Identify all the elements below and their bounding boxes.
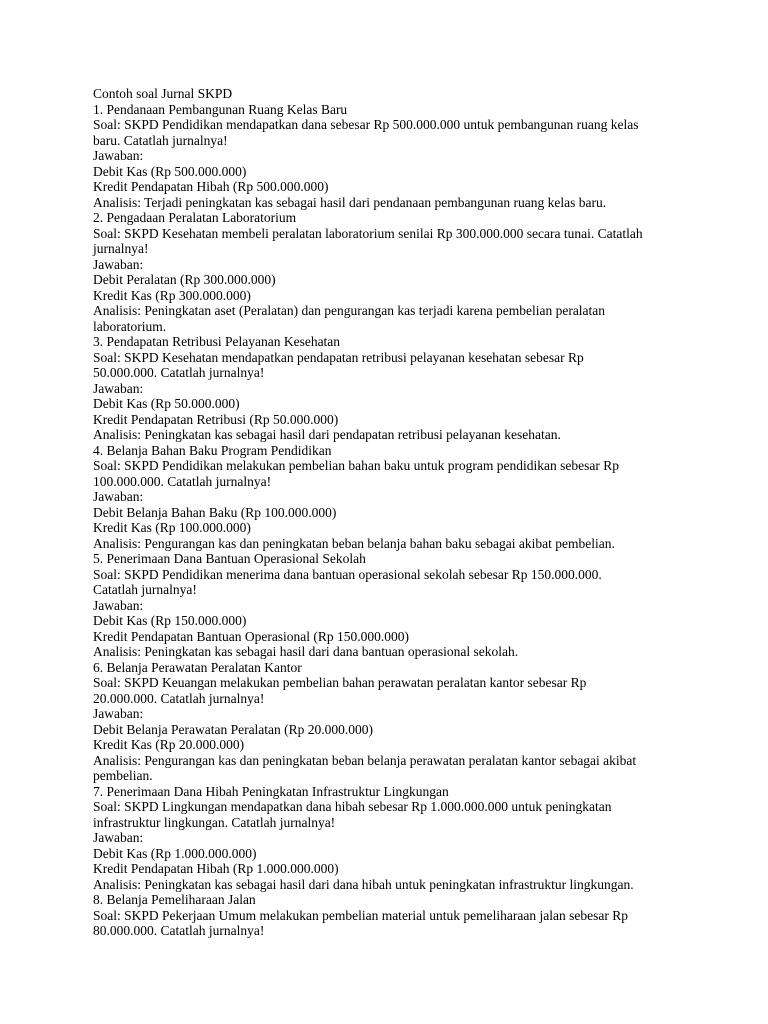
text-line: Soal: SKPD Pendidikan menerima dana bantuan operasional sekolah sebesar Rp 150.000.000. [93, 566, 602, 582]
text-line: Kredit Pendapatan Retribusi (Rp 50.000.000) [93, 411, 339, 427]
text-line: Soal: SKPD Kesehatan mendapatkan pendapatan retribusi pelayanan kesehatan sebesar Rp [93, 349, 584, 365]
text-line: Jawaban: [93, 597, 144, 613]
text-line: Analisis: Pengurangan kas dan peningkatan beban belanja perawatan peralatan kantor sebagai akibat [93, 752, 637, 768]
text-line: 50.000.000. Catatlah jurnalnya! [93, 365, 265, 380]
text-line: laboratorium. [93, 318, 167, 334]
text-line: Soal: SKPD Kesehatan membeli peralatan laboratorium senilai Rp 300.000.000 secara tunai. Catatlah [93, 225, 643, 241]
text-line: Analisis: Peningkatan kas sebagai hasil dari dana hibah untuk peningkatan infrastruktur lingkungan. [93, 876, 634, 892]
text-line: 100.000.000. Catatlah jurnalnya! [93, 473, 272, 489]
text-line: 4. Belanja Bahan Baku Program Pendidikan [93, 442, 332, 458]
text-line: Soal: SKPD Keuangan melakukan pembelian bahan perawatan peralatan kantor sebesar Rp [93, 675, 587, 690]
text-line: Kredit Kas (Rp 20.000.000) [93, 737, 245, 752]
text-line: Analisis: Peningkatan kas sebagai hasil dari dana bantuan operasional sekolah. [93, 644, 519, 659]
text-line: Kredit Pendapatan Hibah (Rp 500.000.000) [93, 179, 329, 194]
text-line: Kredit Kas (Rp 300.000.000) [93, 287, 251, 303]
document-body [93, 86, 683, 939]
text-line: Jawaban: [93, 380, 144, 396]
text-line: Jawaban: [93, 148, 144, 163]
text-line: Debit Kas (Rp 150.000.000) [93, 613, 247, 628]
text-line: Jawaban: [93, 489, 144, 504]
text-line: Debit Kas (Rp 50.000.000) [93, 396, 240, 411]
text-line: 7. Penerimaan Dana Hibah Peningkatan Infrastruktur Lingkungan [93, 783, 449, 799]
text-line: jurnalnya! [93, 241, 149, 256]
text-line: Analisis: Peningkatan kas sebagai hasil dari pendapatan retribusi pelayanan kesehatan. [93, 427, 561, 442]
text-line: 6. Belanja Perawatan Peralatan Kantor [93, 659, 302, 675]
text-line: Kredit Pendapatan Hibah (Rp 1.000.000.000) [93, 861, 339, 876]
text-line: Analisis: Pengurangan kas dan peningkatan beban belanja bahan baku sebagai akibat pembelian. [93, 535, 615, 551]
text-line: Jawaban: [93, 830, 144, 845]
text-line: Soal: SKPD Pendidikan melakukan pembelian bahan baku untuk program pendidikan sebesar Rp [93, 458, 620, 473]
text-line: Analisis: Terjadi peningkatan kas sebagai hasil dari pendanaan pembangunan ruang kelas baru. [93, 194, 607, 210]
text-line: Debit Kas (Rp 500.000.000) [93, 163, 247, 179]
text-line: Soal: SKPD Pekerjaan Umum melakukan pembelian material untuk pemeliharaan jalan sebesar Rp [93, 907, 628, 923]
text-line: Soal: SKPD Lingkungan mendapatkan dana hibah sebesar Rp 1.000.000.000 untuk peningkatan [93, 799, 612, 814]
text-line: Debit Peralatan (Rp 300.000.000) [93, 272, 276, 287]
text-line: Debit Belanja Bahan Baku (Rp 100.000.000) [93, 504, 337, 520]
text-line: Analisis: Peningkatan aset (Peralatan) dan pengurangan kas terjadi karena pembelian peralatan [93, 303, 606, 318]
text-line: pembelian. [93, 768, 153, 783]
text-line: 1. Pendanaan Pembangunan Ruang Kelas Baru [93, 101, 348, 117]
text-line: 3. Pendapatan Retribusi Pelayanan Kesehatan [93, 334, 341, 349]
text-line: Catatlah jurnalnya! [93, 582, 197, 597]
text-line: Jawaban: [93, 256, 144, 272]
text-line: Kredit Pendapatan Bantuan Operasional (Rp 150.000.000) [93, 628, 410, 644]
text-line: 20.000.000. Catatlah jurnalnya! [93, 690, 265, 706]
text-line: Debit Kas (Rp 1.000.000.000) [93, 845, 257, 861]
text-line: Jawaban: [93, 706, 144, 721]
text-line: Debit Belanja Perawatan Peralatan (Rp 20.000.000) [93, 721, 374, 737]
text-line: 2. Pengadaan Peralatan Laboratorium [93, 210, 297, 225]
text-line: 5. Penerimaan Dana Bantuan Operasional Sekolah [93, 551, 366, 566]
text-line: Soal: SKPD Pendidikan mendapatkan dana sebesar Rp 500.000.000 untuk pembangunan ruang kelas [93, 117, 639, 132]
text-line: Kredit Kas (Rp 100.000.000) [93, 520, 251, 535]
text-line: baru. Catatlah jurnalnya! [93, 132, 228, 148]
text-line: 8. Belanja Pemeliharaan Jalan [93, 892, 256, 907]
text-line: 80.000.000. Catatlah jurnalnya! [93, 923, 265, 938]
text-line: infrastruktur lingkungan. Catatlah jurnalnya! [93, 814, 336, 830]
document-title: Contoh soal Jurnal SKPD [93, 86, 233, 101]
